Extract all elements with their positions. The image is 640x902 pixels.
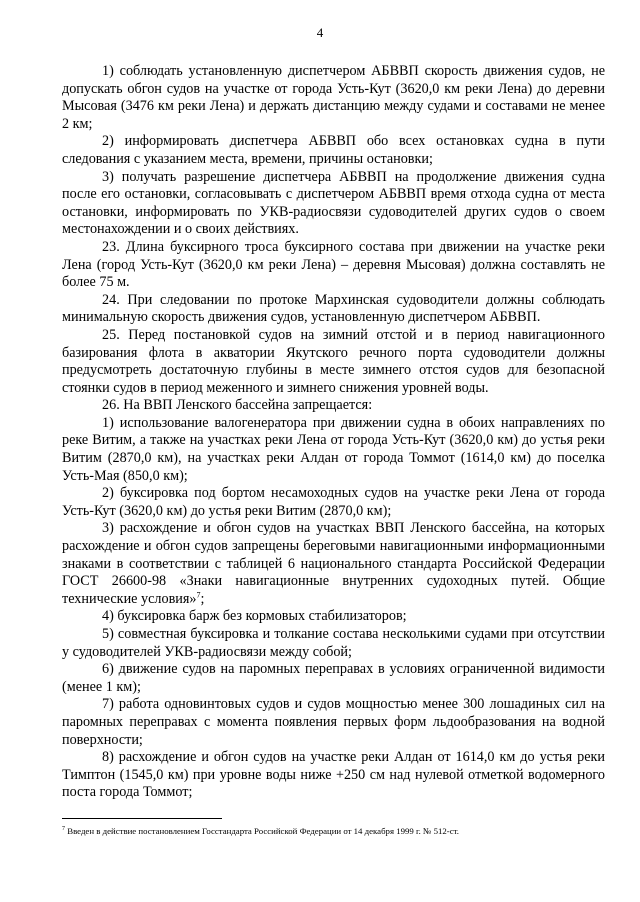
paragraph: 23. Длина буксирного троса буксирного состава при движении на участке реки Лена (город Усть-Кут (3620,0 км реки Лена) – деревня Мысовая) должна составлять не более 75 м. xyxy=(62,238,605,291)
footnote-divider xyxy=(62,818,222,819)
paragraph: 26. На ВВП Ленского бассейна запрещается: xyxy=(102,397,373,414)
paragraph: 6) движение судов на паромных переправах в условиях ограниченной видимости (менее 1 км); xyxy=(62,661,605,695)
paragraph-text: 3) расхождение и обгон судов на участках ВВП Ленского бассейна, на которых расхождение и обгон судов запрещены береговыми навигационными информационными знаками в соответствии с таблицей 6 национального стандарта Российской Федерации ГОСТ 26600-98 «Знаки навигационные внутренних судоходных путей. Общие технические условия» xyxy=(62,520,605,607)
paragraph: 3) получать разрешение диспетчера АБВВП на продолжение движения судна после его остановки, согласовывать с диспетчером АБВВП время отхода судна от места остановки, информировать по УКВ-радиосвязи судоводителей других судов о своем местонахождении и о своих действиях. xyxy=(62,168,605,238)
footnote-reference: 7 xyxy=(196,590,201,600)
paragraph: 7) работа одновинтовых судов и судов мощностью менее 300 лошадиных сил на паромных переправах с момента появления первых форм льдообразования на водной поверхности; xyxy=(62,696,605,748)
paragraph: 2) буксировка под бортом несамоходных судов на участке реки Лена от города Усть-Кут (3620,0 км) до устья реки Витим (2870,0 км); xyxy=(62,485,605,519)
paragraph: 5) совместная буксировка и толкание состава несколькими судами при отсутствии у судоводителей УКВ-радиосвязи между собой; xyxy=(62,626,605,660)
paragraph: 8) расхождение и обгон судов на участке реки Алдан от 1614,0 км до устья реки Тимптон (1545,0 км) при уровне воды ниже +250 см над нулевой отметкой водомерного поста города Томмот; xyxy=(62,749,605,801)
paragraph: 1) использование валогенератора при движении судна в обоих направлениях по реке Витим, а также на участках реки Лена от города Усть-Кут (3620,0 км) до устья реки Витим (2870,0 км), на участках реки Алдан от города Томмот (1614,0 км) до поселка Усть-Мая (850,0 км); xyxy=(62,414,605,484)
footnote xyxy=(62,826,605,837)
paragraph: 24. При следовании по протоке Мархинская судоводители должны соблюдать минимальную скорость движения судов, установленную диспетчером АБВВП. xyxy=(62,291,605,326)
paragraph: 2) информировать диспетчера АБВВП обо всех остановках судна в пути следования с указанием места, времени, причины остановки; xyxy=(62,133,605,167)
paragraph-with-footnote xyxy=(62,520,605,608)
page-number: 4 xyxy=(316,25,324,40)
paragraph: 25. Перед постановкой судов на зимний отстой и в период навигационного базирования флота в акватории Якутского речного порта судоводители должны предусмотреть достаточную глубины в месте зимнего отстоя судов для безопасной стоянки судов в период меженного и зимнего снижения уровней воды. xyxy=(62,326,605,396)
paragraph: 1) соблюдать установленную диспетчером АБВВП скорость движения судов, не допускать обгон судов на участке от города Усть-Кут (3620,0 км реки Лена) до деревни Мысовая (3476 км реки Лена) и держать дистанцию между судами и составами не менее 2 км; xyxy=(62,63,605,132)
paragraph-suffix: ; xyxy=(200,590,205,607)
document-body xyxy=(62,63,605,802)
paragraph: 4) буксировка барж без кормовых стабилизаторов; xyxy=(102,608,407,625)
footnote-number: 7 xyxy=(62,826,65,833)
footnote-text: Введен в действие постановлением Госстандарта Российской Федерации от 14 декабря 1999 г. № 512-ст. xyxy=(67,826,460,836)
